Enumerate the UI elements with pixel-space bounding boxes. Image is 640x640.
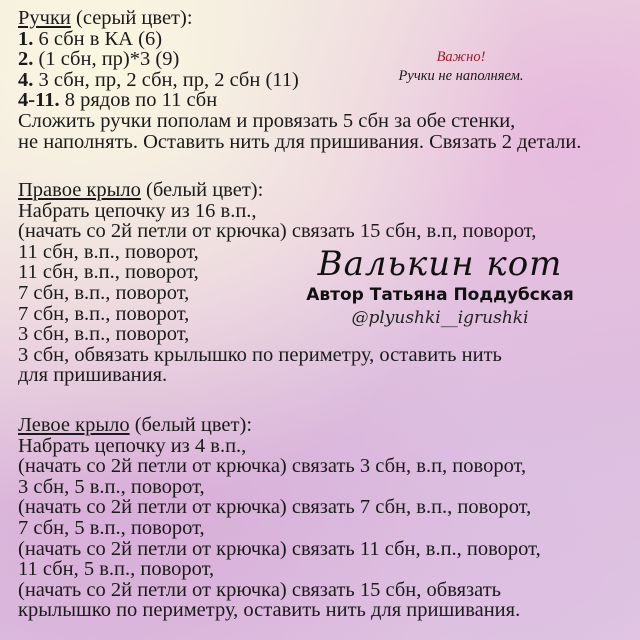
- instruction-line: 3 сбн, обвязать крылышко по периметру, оставить нить: [18, 343, 502, 366]
- row-2: 2. (1 сбн, пр)*3 (9): [18, 48, 180, 71]
- note-text: Ручки не наполняем.: [398, 68, 524, 84]
- instruction-line: (начать со 2й петли от крючка) связать 11 сбн, в.п., поворот,: [18, 537, 541, 560]
- row-1: 1. 6 сбн в КА (6): [18, 27, 163, 50]
- section-title: Правое крыло (белый цвет):: [18, 179, 264, 201]
- instruction-line: 7 сбн, 5 в.п., поворот,: [18, 516, 205, 539]
- watermark-title: Валькин кот: [317, 244, 563, 284]
- important-note: [376, 48, 546, 86]
- instruction-line: для пришивания.: [18, 364, 168, 387]
- section-title: Левое крыло (белый цвет):: [18, 414, 253, 436]
- instruction-line: 3 сбн, в.п., поворот,: [18, 323, 190, 346]
- watermark-author: Автор Татьяна Поддубская: [306, 285, 574, 305]
- row-4: 4-11. 8 рядов по 11 сбн: [18, 89, 218, 112]
- instruction-line: (начать со 2й петли от крючка) связать 15 сбн, обвязать: [18, 578, 502, 601]
- instruction-line: 7 сбн, в.п., поворот,: [18, 281, 190, 304]
- instruction-line: 3 сбн, 5 в.п., поворот,: [18, 475, 205, 498]
- instruction-line: Набрать цепочку из 4 в.п.,: [18, 434, 247, 457]
- instruction-line: 11 сбн, в.п., поворот,: [18, 240, 199, 263]
- instruction-line: 11 сбн, 5 в.п., поворот,: [18, 558, 215, 581]
- instruction-line: (начать со 2й петли от крючка) связать 7 сбн, в.п., поворот,: [18, 496, 532, 519]
- note-heading: Важно!: [436, 49, 486, 65]
- instruction-line: крылышко по периметру, оставить нить для пришивания.: [18, 599, 521, 622]
- instruction-line: не наполнять. Оставить нить для пришивания. Связать 2 детали.: [18, 130, 582, 153]
- instruction-line: 7 сбн, в.п., поворот,: [18, 302, 190, 325]
- instruction-line: 11 сбн, в.п., поворот,: [18, 261, 199, 284]
- left-wing-section: [18, 415, 541, 621]
- instruction-line: (начать со 2й петли от крючка) связать 3 сбн, в.п, поворот,: [18, 455, 527, 478]
- instruction-line: Набрать цепочку из 16 в.п.,: [18, 199, 257, 222]
- section-title: Ручки (серый цвет):: [18, 7, 193, 29]
- watermark: [280, 244, 600, 330]
- row-3: 4. 3 сбн, пр, 2 сбн, пр, 2 сбн (11): [18, 68, 299, 91]
- instruction-line: (начать со 2й петли от крючка) связать 15 сбн, в.п, поворот,: [18, 220, 537, 243]
- watermark-instagram: @plyushki__igrushki: [351, 308, 529, 328]
- instruction-line: Сложить ручки пополам и провязать 5 сбн за обе стенки,: [18, 109, 516, 132]
